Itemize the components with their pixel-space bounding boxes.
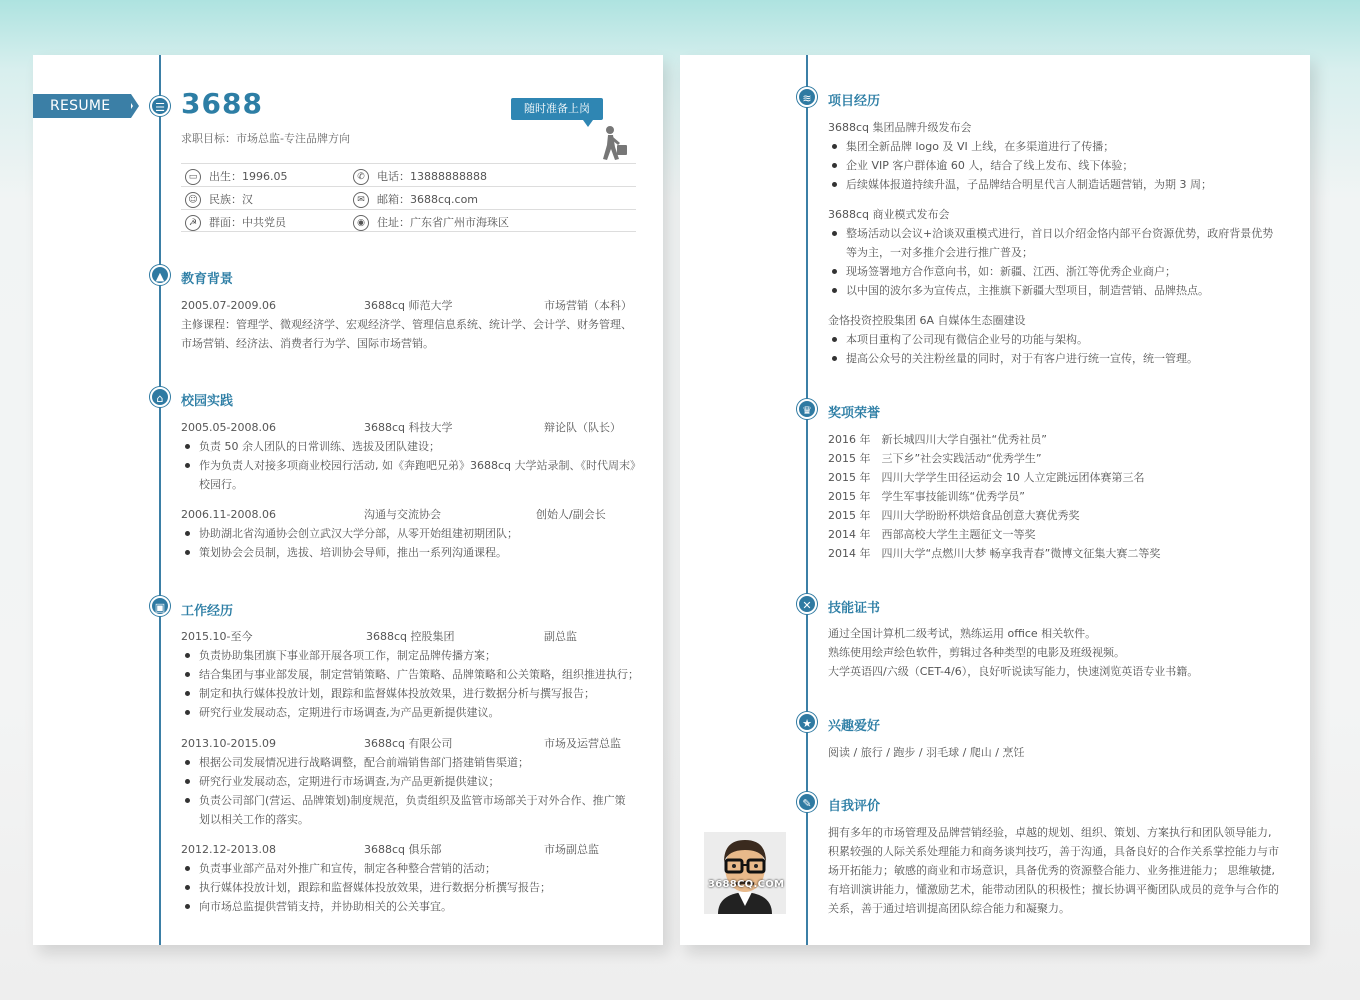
list-item: 执行媒体投放计划，跟踪和监督媒体投放效果，进行数据分析撰写报告； [181,878,551,897]
list-item-continuation: 划以相关工作的落实。 [199,813,309,826]
location-pin-icon: ◉ [353,215,369,231]
timeline-line [159,55,161,945]
skill-line: 通过全国计算机二级考试，熟练运用 office 相关软件。 [828,627,1097,640]
list-item-continuation: 等为主，一对多推介会进行推广普及； [846,246,1033,259]
campus-e1-date: 2005.05-2008.06 [181,421,276,434]
avatar [704,832,786,914]
award-item: 2015 年 学生军事技能训练“优秀学员” [828,490,1025,503]
award-item: 2015 年 三下乡”社会实践活动“优秀学生” [828,452,1042,465]
briefcase-icon: ▣ [150,596,170,616]
email-icon: ✉ [353,192,369,208]
walking-person-icon [593,125,633,165]
hobbies-text: 阅读 / 旅行 / 跑步 / 羽毛球 / 爬山 / 烹饪 [828,746,1025,759]
list-item: 向市场总监提供营销支持，并协助相关的公关事宜。 [181,897,452,916]
list-item: 负责公司部门(营运、品牌策划)制度规范，负责组织及监管市场部关于对外合作、推广策 [181,791,626,810]
self-eval-line: 积累较强的人际关系处理能力和商务谈判技巧，善于沟通，具备良好的合作关系掌控能力与市 [828,845,1279,858]
list-item: 协助湖北省沟通协会创立武汉大学分部，从零开始组建初期团队； [181,524,518,543]
list-item: 负责协助集团旗下事业部开展各项工作，制定品牌传播方案； [181,646,496,665]
work-w3-date: 2012.12-2013.08 [181,843,276,856]
skills-title: 技能证书 [828,601,881,616]
work-w3-role: 市场副总监 [544,843,599,856]
list-item: 提高公众号的关注粉丝量的同时，对于有客户进行统一宣传，统一管理。 [828,349,1198,368]
trophy-icon: ♛ [797,399,817,419]
political-status: 群面：中共党员 [209,216,286,229]
campus-e1-role: 辩论队（队长） [544,421,621,434]
list-item: 集团全新品牌 logo 及 VI 上线，在多渠道进行了传播； [828,137,1114,156]
award-item: 2016 年 新长城四川大学自强社“优秀社员” [828,433,1047,446]
list-item: 以中国的波尔多为宣传点，主推旗下新疆大型项目，制造营销、品牌热点。 [828,281,1209,300]
work-w1-date: 2015.10-至今 [181,630,253,643]
hobbies-title: 兴趣爱好 [828,719,881,734]
skill-line: 大学英语四/六级（CET-4/6），良好听说读写能力，快速浏览英语专业书籍。 [828,665,1199,678]
list-item: 负责事业部产品对外推广和宣传，制定各种整合营销的活动； [181,859,496,878]
work-w2-date: 2013.10-2015.09 [181,737,276,750]
star-icon: ★ [797,712,817,732]
list-item: 本项目重构了公司现有微信企业号的功能与架构。 [828,330,1088,349]
resume-tag: RESUME [33,94,131,118]
self-eval-line: 拥有多年的市场管理及品牌营销经验，卓越的规划、组织、策划、方案执行和团队领导能力, [828,826,1272,839]
campus-e1-org: 3688cq 科技大学 [364,421,453,434]
project-2-title: 3688cq 商业模式发布会 [828,208,950,221]
list-item: 作为负责人对接多项商业校园行活动, 如《奔跑吧兄弟》3688cq 大学站录制、《时代周末》 [181,456,641,475]
info-row-2 [181,186,636,209]
person-icon: ☺ [185,192,201,208]
candidate-name: 3688 [181,87,263,120]
address: 住址：广东省广州市海珠区 [377,216,509,229]
projects-title: 项目经历 [828,94,881,109]
skill-line: 熟练使用绘声绘色软件，剪辑过各种类型的电影及班级视频。 [828,646,1125,659]
id-card-icon: ▭ [185,169,201,185]
graduation-cap-icon: ▲ [150,265,170,285]
phone: 电话：13888888888 [377,170,487,183]
list-item: 策划协会会员制，选拔、培训协会导师，推出一系列沟通课程。 [181,543,507,562]
campus-e2-date: 2006.11-2008.06 [181,508,276,521]
ethnicity: 民族：汉 [209,193,253,206]
project-3-title: 金恪投资控股集团 6A 自媒体生态圈建设 [828,314,1026,327]
layers-icon: ≋ [797,87,817,107]
edit-icon: ✎ [797,792,817,812]
resume-page-2 [680,55,1310,945]
project-1-title: 3688cq 集团品牌升级发布会 [828,121,972,134]
list-item: 企业 VIP 客户群体逾 60 人，结合了线上发布、线下体验； [828,156,1133,175]
awards-title: 奖项荣誉 [828,406,881,421]
self-eval-line: 关系，善于通过培训提高团队综合能力和凝聚力。 [828,902,1070,915]
work-w2-role: 市场及运营总监 [544,737,621,750]
work-w1-role: 副总监 [544,630,577,643]
avatar-illustration [704,832,786,914]
avatar-watermark: 3688CQ.COM [708,879,785,890]
chevron-right-icon [125,94,145,118]
birth-date: 出生：1996.05 [209,170,288,183]
campus-e2-role: 创始人/副会长 [536,508,606,521]
job-objective: 求职目标：市场总监-专注品牌方向 [181,132,350,145]
list-item: 负责 50 余人团队的日常训练、选拔及团队建设； [181,437,440,456]
self-eval-title: 自我评价 [828,799,881,814]
work-w1-org: 3688cq 控股集团 [366,630,455,643]
status-bubble: 随时准备上岗 [511,98,603,120]
list-item: 后续媒体报道持续升温，子品牌结合明星代言人制造话题营销，为期 3 周； [828,175,1212,194]
phone-icon: ✆ [353,169,369,185]
list-item: 现场签署地方合作意向书，如：新疆、江西、浙江等优秀企业商户； [828,262,1176,281]
list-item: 研究行业发展动态，定期进行市场调查,为产品更新提供建议。 [181,703,500,722]
edu-school: 3688cq 师范大学 [364,299,453,312]
tools-icon: ✕ [797,594,817,614]
edu-courses-line2: 市场营销、经济法、消费者行为学、国际市场营销。 [181,337,434,350]
edu-major: 市场营销（本科） [544,299,632,312]
work-w2-org: 3688cq 有限公司 [364,737,453,750]
info-row-1 [181,163,636,186]
self-eval-line: 场开拓能力；敏感的商业和市场意识，具备优秀的资源整合能力、业务推进能力； 思维敏捷, [828,864,1275,877]
info-row-3 [181,209,636,232]
award-item: 2014 年 四川大学“点燃川大梦 畅享我青春”微博文征集大赛二等奖 [828,547,1161,560]
award-item: 2015 年 四川大学学生田径运动会 10 人立定跳远团体赛第三名 [828,471,1145,484]
award-item: 2015 年 四川大学盼盼杯烘焙食品创意大赛优秀奖 [828,509,1080,522]
education-title: 教育背景 [181,272,234,287]
work-w3-org: 3688cq 俱乐部 [364,843,442,856]
edu-date: 2005.07-2009.06 [181,299,276,312]
list-item: 制定和执行媒体投放计划，跟踪和监督媒体投放效果，进行数据分析与撰写报告； [181,684,595,703]
building-icon: ⌂ [150,387,170,407]
self-eval-line: 有培训演讲能力，懂激励艺术，能带动团队的积极性；擅长协调平衡团队成员的竞争与合作的 [828,883,1279,896]
list-item: 结合集团与事业部发展，制定营销策略、广告策略、品牌策略和公关策略，组织推进执行； [181,665,639,684]
email: 邮箱：3688cq.com [377,193,479,206]
award-item: 2014 年 西部高校大学生主题征文一等奖 [828,528,1036,541]
profile-icon: ☰ [150,96,170,116]
list-item-continuation: 校园行。 [199,478,243,491]
campus-title: 校园实践 [181,394,234,409]
campus-e2-org: 沟通与交流协会 [364,508,441,521]
list-item: 根据公司发展情况进行战略调整，配合前端销售部门搭建销售渠道； [181,753,529,772]
edu-courses-line1: 主修课程：管理学、微观经济学、宏观经济学、管理信息系统、统计学、会计学、财务管理、 [181,318,632,331]
resume-page-1 [33,55,663,945]
party-icon: ☭ [185,215,201,231]
list-item: 研究行业发展动态，定期进行市场调查,为产品更新提供建议； [181,772,500,791]
work-title: 工作经历 [181,604,234,619]
list-item: 整场活动以会议+洽谈双重模式进行，首日以介绍金恪内部平台资源优势，政府背景优势 [828,224,1273,243]
